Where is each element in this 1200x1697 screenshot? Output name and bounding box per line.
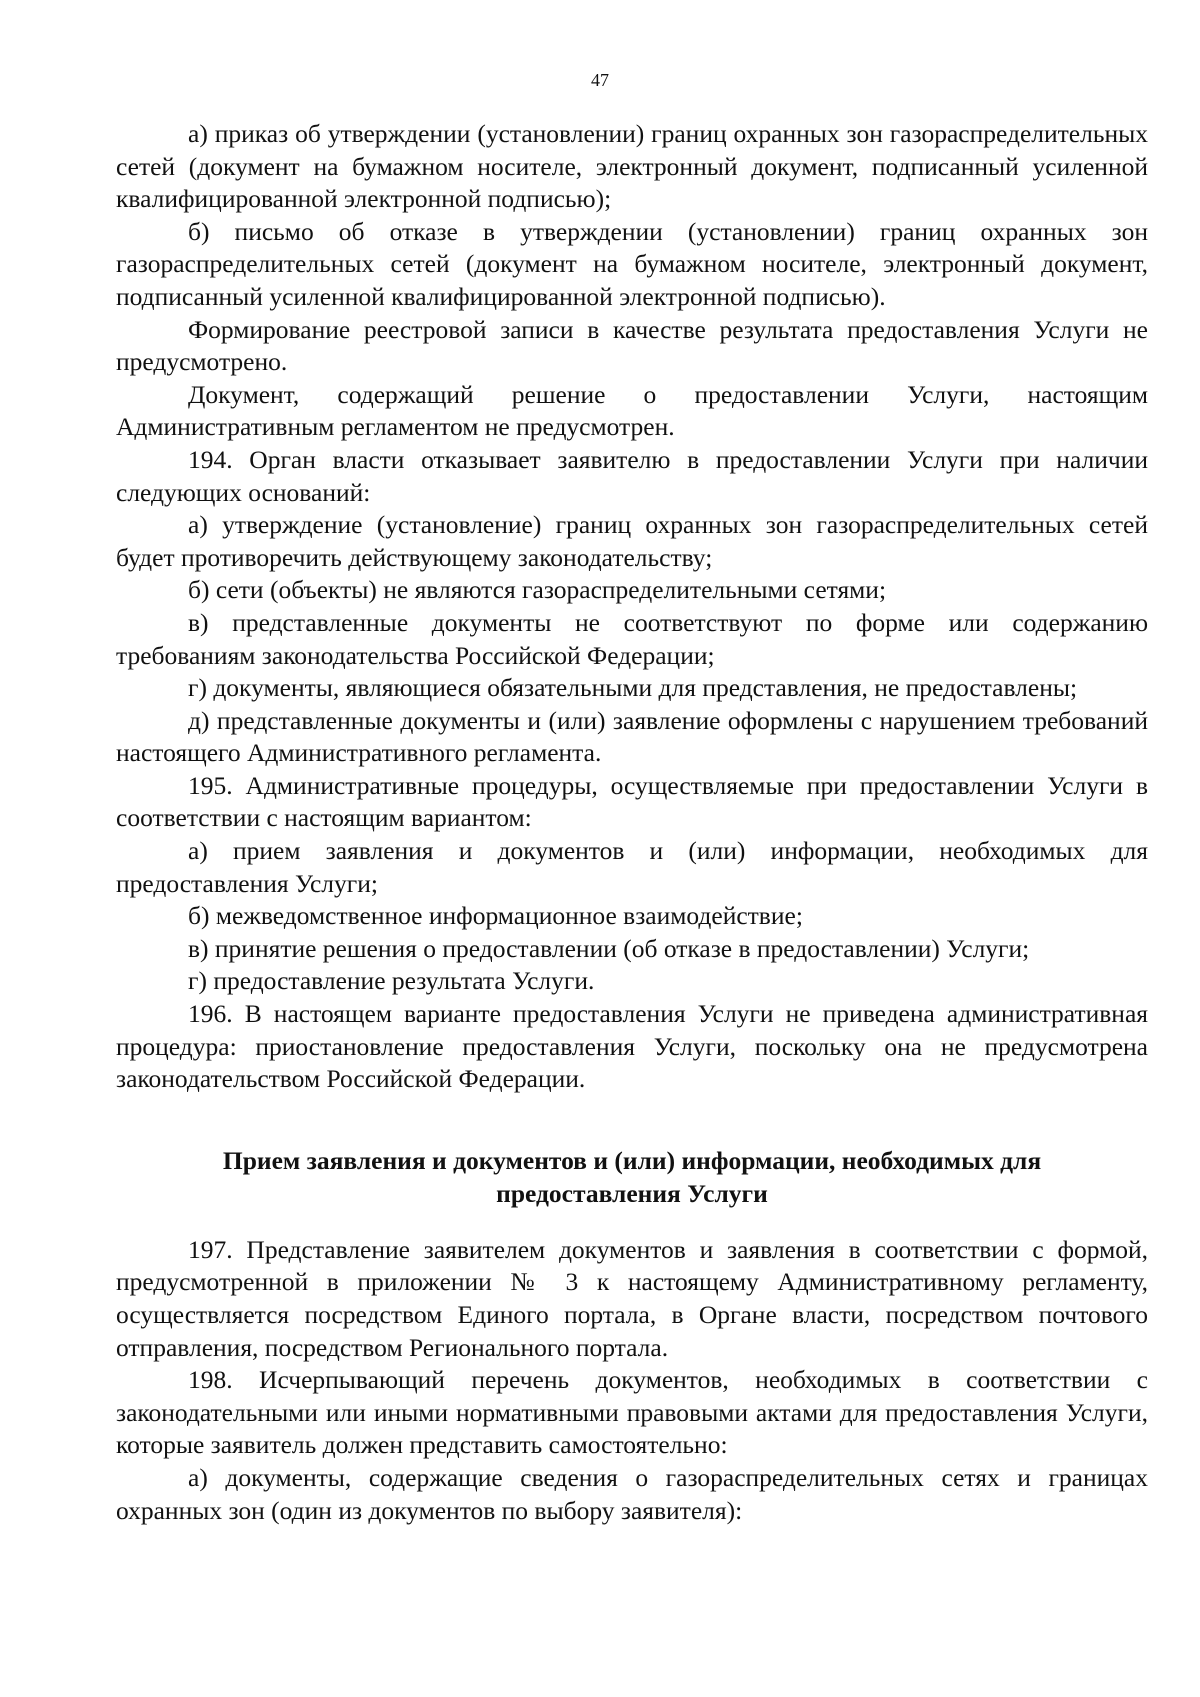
paragraph: б) сети (объекты) не являются газораспределительными сетями; — [188, 575, 887, 605]
paragraph: г) предоставление результата Услуги. — [188, 966, 595, 996]
document-body — [116, 118, 1148, 1527]
paragraph-195: 195. Административные процедуры, осуществляемые при предоставлении Услуги в соответствии с настоящим вариантом: — [116, 770, 1148, 833]
paragraph-194: 194. Орган власти отказывает заявителю в предоставлении Услуги при наличии следующих оснований: — [116, 444, 1148, 507]
paragraph: б) межведомственное информационное взаимодействие; — [188, 901, 803, 931]
spacer — [116, 1096, 1148, 1144]
section-heading-line: предоставления Услуги — [496, 1178, 768, 1208]
paragraph: а) прием заявления и документов и (или) информации, необходимых для предоставления Услуги; — [116, 836, 1148, 898]
paragraph: б) письмо об отказе в утверждении (установлении) границ охранных зон газораспределительных сетей (документ на бумажном носителе, электронный документ, подписанный усиленной квалифицированной электронной подписью). — [116, 216, 1148, 311]
paragraph: д) представленные документы и (или) заявление оформлены с нарушением требований настоящего Административного регламента. — [116, 705, 1148, 768]
paragraph: г) документы, являющиеся обязательными для представления, не предоставлены; — [188, 673, 1078, 703]
paragraph: а) документы, содержащие сведения о газораспределительных сетях и границах охранных зон (один из документов по выбору заявителя): — [116, 1462, 1148, 1525]
paragraph: а) приказ об утверждении (установлении) границ охранных зон газораспределительных сетей (документ на бумажном носителе, электронный документ, подписанный усиленной квалифицированной электронной подписью); — [116, 119, 1148, 214]
paragraph: Формирование реестровой записи в качестве результата предоставления Услуги не предусмотрено. — [116, 314, 1148, 377]
paragraph: в) представленные документы не соответствуют по форме или содержанию требованиям законодательства Российской Федерации; — [116, 607, 1148, 670]
section-heading-line: Прием заявления и документов и (или) информации, необходимых для — [222, 1145, 1042, 1175]
paragraph-197: 197. Представление заявителем документов и заявления в соответствии с формой, предусмотренной в приложении № 3 к настоящему Административному регламенту, осуществляется посредством Единого портала, в Органе власти, посредством почтового отправления, посредством Регионального портала. — [116, 1234, 1148, 1362]
paragraph: а) утверждение (установление) границ охранных зон газораспределительных сетей будет противоречить действующему законодательству; — [116, 510, 1148, 572]
paragraph: в) принятие решения о предоставлении (об отказе в предоставлении) Услуги; — [188, 933, 1030, 963]
paragraph-198: 198. Исчерпывающий перечень документов, необходимых в соответствии с законодательными или иными нормативными правовыми актами для предоставления Услуги, которые заявитель должен представить самостоятельно: — [116, 1365, 1148, 1460]
section-heading — [116, 1144, 1148, 1210]
paragraph-196: 196. В настоящем варианте предоставления Услуги не приведена административная процедура: приостановление предоставления Услуги, поскольку она не предусмотрена законодательством Российской Федерации. — [116, 999, 1148, 1094]
page-number: 47 — [591, 70, 609, 90]
spacer — [116, 1210, 1148, 1234]
paragraph: Документ, содержащий решение о предоставлении Услуги, настоящим Административным регламентом не предусмотрен. — [116, 379, 1148, 442]
